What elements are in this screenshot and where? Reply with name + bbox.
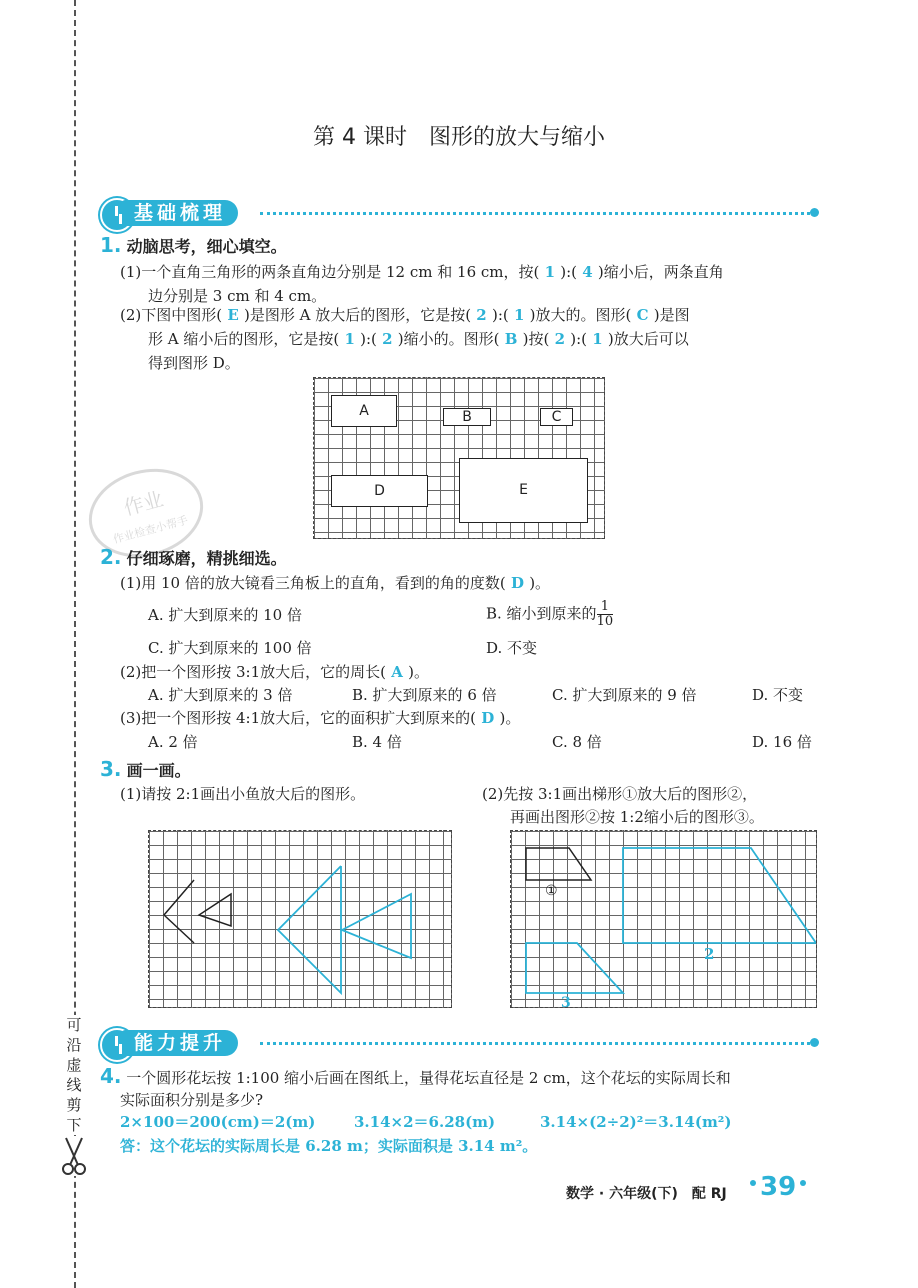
question-number: 1. <box>100 233 122 257</box>
shape-grid <box>313 377 605 539</box>
dotted-divider <box>260 1042 810 1045</box>
question-heading: 仔细琢磨，精挑细选。 <box>126 549 287 568</box>
q4-calc-2: 3.14×2＝6.28(m) <box>354 1113 496 1131</box>
cut-hint-char: 线 <box>66 1076 82 1094</box>
q2-part1-option-a: A. 扩大到原来的 10 倍 <box>148 606 302 624</box>
cut-hint <box>62 1015 86 1135</box>
q1-part1-line2: 边分别是 3 cm 和 4 cm。 <box>148 287 327 305</box>
cut-hint-char: 下 <box>66 1116 82 1134</box>
q2-part2-option-b: B. 扩大到原来的 6 倍 <box>352 686 497 704</box>
large-fish-body <box>342 894 411 958</box>
scissors-icon <box>60 1136 88 1176</box>
answer: 1 <box>587 330 608 348</box>
question-3-header <box>100 757 191 781</box>
q1-part2-line3: 得到图形 D。 <box>148 354 240 372</box>
text: )。 <box>529 574 551 592</box>
answer: 2 <box>471 306 492 324</box>
text: )按( <box>522 330 550 348</box>
q2-part2-option-c: C. 扩大到原来的 9 倍 <box>552 686 697 704</box>
stamp-subtext: 作业检查小帮手 <box>111 513 190 547</box>
dotted-divider <box>260 212 810 215</box>
label-shape-1: ① <box>545 883 558 899</box>
fish-grid <box>148 830 452 1008</box>
footer-subject: 数学 · 六年级(下) 配 RJ <box>566 1186 727 1202</box>
q2-part3-question <box>120 706 520 730</box>
trapezoid-1 <box>526 848 591 880</box>
text: )放大的。图形( <box>529 306 632 324</box>
small-fish-tail <box>164 880 194 943</box>
shape-c: C <box>540 408 573 426</box>
trapezoid-3 <box>526 943 623 993</box>
answer: E <box>222 306 244 324</box>
answer: A <box>386 663 409 681</box>
q3-part1-text: (1)请按 2:1画出小鱼放大后的图形。 <box>120 785 366 803</box>
text: )是图 <box>653 306 690 324</box>
section-banner-basics <box>100 196 822 230</box>
q4-calc-1: 2×100＝200(cm)＝2(m) <box>120 1113 316 1131</box>
answer: C <box>631 306 654 324</box>
q1-part2-line2 <box>148 327 689 351</box>
question-heading: 动脑思考，细心填空。 <box>126 237 287 256</box>
fraction-denominator: 10 <box>596 614 614 629</box>
label-shape-2: 2 <box>704 945 715 963</box>
footer-dot <box>750 1180 756 1186</box>
text: )是图形 A 放大后的图形，它是按( <box>244 306 472 324</box>
section-label: 基础梳理 <box>122 200 238 226</box>
fraction-numerator: 1 <box>597 600 614 615</box>
large-fish-tail <box>278 866 341 993</box>
q2-part1-question <box>120 571 550 595</box>
q2-part3-option-a: A. 2 倍 <box>148 733 198 751</box>
text: (2)把一个图形按 3:1放大后，它的周长( <box>120 663 387 681</box>
q2-part1-option-c: C. 扩大到原来的 100 倍 <box>148 639 312 657</box>
answer: D <box>476 709 500 727</box>
small-fish-body <box>199 894 231 926</box>
text: (1)用 10 倍的放大镜看三角板上的直角，看到的角的度数( <box>120 574 506 592</box>
page-title: 第 4 课时 图形的放大与缩小 <box>313 125 605 150</box>
q2-part1-option-b <box>486 600 613 629</box>
q2-part3-option-b: B. 4 倍 <box>352 733 402 751</box>
cut-hint-char: 虚 <box>66 1056 82 1074</box>
q4-answer: 答：这个花坛的实际周长是 6.28 m；实际面积是 3.14 m²。 <box>120 1137 538 1155</box>
question-number: 4. <box>100 1064 122 1088</box>
text: ):( <box>360 330 377 348</box>
text: 一个圆形花坛按 1:100 缩小后画在图纸上，量得花坛直径是 2 cm，这个花坛的实际周长和 <box>126 1069 731 1087</box>
divider-end-dot <box>810 208 819 217</box>
section-label: 能力提升 <box>122 1030 238 1056</box>
question-number: 2. <box>100 545 122 569</box>
trapezoid-grid <box>510 830 817 1011</box>
q2-part2-option-a: A. 扩大到原来的 3 倍 <box>148 686 293 704</box>
answer: 4 <box>577 263 598 281</box>
cut-hint-char: 剪 <box>66 1096 82 1114</box>
text: 形 A 缩小后的图形，它是按( <box>148 330 340 348</box>
text: )。 <box>408 663 429 681</box>
q2-part2-question <box>120 660 429 684</box>
label-shape-3: 3 <box>561 995 571 1011</box>
text: )缩小的。图形( <box>397 330 500 348</box>
text: (3)把一个图形按 4:1放大后，它的面积扩大到原来的( <box>120 709 477 727</box>
trapezoid-drawing <box>511 831 816 1007</box>
answer: B <box>499 330 523 348</box>
question-2-header <box>100 545 287 569</box>
answer: 1 <box>339 330 361 348</box>
cut-hint-char: 沿 <box>66 1036 82 1054</box>
q3-part2-line1: (2)先按 3:1画出梯形①放大后的图形②， <box>482 785 758 803</box>
question-heading: 画一画。 <box>126 761 191 780</box>
section-banner-improve <box>100 1026 822 1060</box>
q2-part3-option-d: D. 16 倍 <box>752 733 812 751</box>
answer: 2 <box>549 330 571 348</box>
text: )放大后可以 <box>607 330 689 348</box>
fish-drawing <box>149 831 451 1007</box>
shape-e: E <box>459 458 588 523</box>
text: )缩小后，两条直角 <box>597 263 724 281</box>
answer: 1 <box>508 306 530 324</box>
answer: 1 <box>539 263 561 281</box>
shape-b: B <box>443 408 491 426</box>
shape-a: A <box>331 395 397 427</box>
text: ):( <box>570 330 587 348</box>
q2-part2-option-d: D. 不变 <box>752 686 804 704</box>
answer: D <box>505 574 530 592</box>
q2-part3-option-c: C. 8 倍 <box>552 733 602 751</box>
text: )。 <box>499 709 521 727</box>
answer: 2 <box>376 330 398 348</box>
question-number: 3. <box>100 757 122 781</box>
text: (2)下图中图形( <box>120 306 223 324</box>
q3-part2-line2: 再画出图形②按 1:2缩小后的图形③。 <box>510 808 764 826</box>
cut-hint-char: 可 <box>66 1016 82 1034</box>
q4-line1 <box>100 1064 731 1090</box>
fraction <box>597 600 614 629</box>
text: (1)一个直角三角形的两条直角边分别是 12 cm 和 16 cm，按( <box>120 263 540 281</box>
footer-dot <box>800 1180 806 1186</box>
q1-part1-line1 <box>120 260 724 284</box>
stamp-text: 作业 <box>120 486 166 521</box>
page-number: 39 <box>760 1172 797 1202</box>
q4-calc-3: 3.14×(2÷2)²＝3.14(m²) <box>540 1113 732 1131</box>
text: ):( <box>491 306 509 324</box>
text: B. 缩小到原来的 <box>486 604 597 623</box>
trapezoid-2 <box>623 848 816 943</box>
question-1-header <box>100 233 287 257</box>
q1-part2-line1 <box>120 303 690 327</box>
q2-part1-option-d: D. 不变 <box>486 639 538 657</box>
text: ):( <box>560 263 578 281</box>
q4-line2: 实际面积分别是多少? <box>120 1091 264 1109</box>
divider-end-dot <box>810 1038 819 1047</box>
shape-d: D <box>331 475 428 507</box>
